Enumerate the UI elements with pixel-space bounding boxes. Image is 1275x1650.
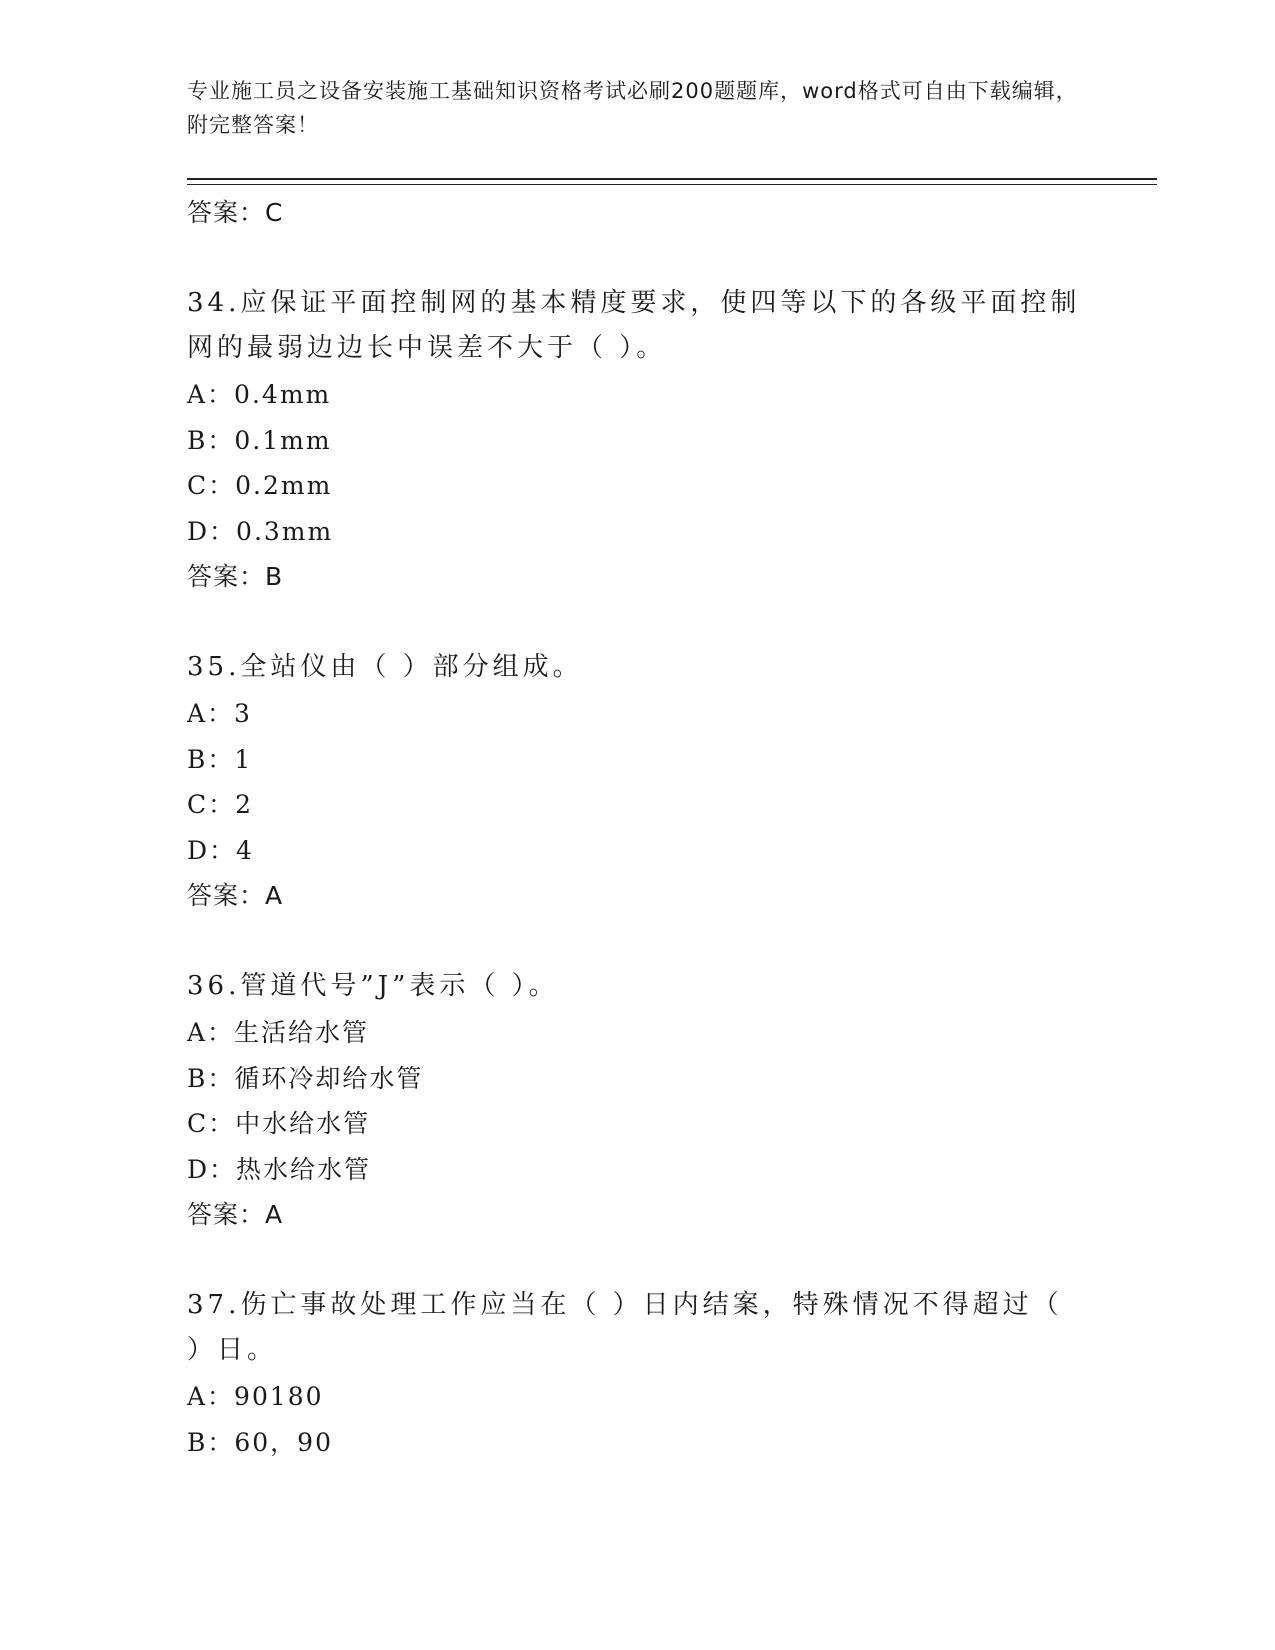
option-d: D：热水给水管 <box>187 1154 372 1184</box>
question-stem: 36.管道代号”J”表示（ ）。 <box>187 971 559 1001</box>
answer-label: 答案：B <box>187 562 284 591</box>
option-b: B：0.1mm <box>187 425 332 455</box>
question-stem: 37.伤亡事故处理工作应当在（ ）日内结案，特殊情况不得超过（ ）日。 <box>187 1290 1063 1365</box>
answer-label: 答案：A <box>187 881 284 910</box>
option-d: D：4 <box>187 835 254 865</box>
question-stem: 35.全站仪由（ ）部分组成。 <box>187 652 583 682</box>
header-rule-thin <box>187 184 1157 185</box>
question-34 <box>187 281 1087 600</box>
option-a: A：生活给水管 <box>187 1018 370 1047</box>
option-c: C：2 <box>187 790 254 819</box>
option-a: A：0.4mm <box>187 380 332 409</box>
option-c: C：中水给水管 <box>187 1109 371 1138</box>
header-text: 专业施工员之设备安装施工基础知识资格考试必刷200题题库，word格式可自由下载编辑，附完整答案！ <box>187 79 1078 137</box>
header-rule-thick <box>187 178 1157 180</box>
option-c: C：0.2mm <box>187 471 333 500</box>
option-a: A：3 <box>187 699 252 728</box>
option-b: B：60，90 <box>187 1427 333 1457</box>
option-b: B：循环冷却给水管 <box>187 1063 424 1093</box>
question-stem: 34.应保证平面控制网的基本精度要求，使四等以下的各级平面控制网的最弱边边长中误差不大于（ ）。 <box>187 288 1081 363</box>
option-a: A：90180 <box>187 1382 324 1411</box>
question-35 <box>187 645 1087 919</box>
answer-label: 答案：C <box>187 198 284 227</box>
option-d: D：0.3mm <box>187 516 334 546</box>
option-b: B：1 <box>187 744 253 774</box>
question-36 <box>187 964 1087 1238</box>
answer-label: 答案：A <box>187 1200 284 1229</box>
question-37 <box>187 1283 1087 1465</box>
document-header <box>187 74 1087 142</box>
question-list <box>187 190 1087 1465</box>
